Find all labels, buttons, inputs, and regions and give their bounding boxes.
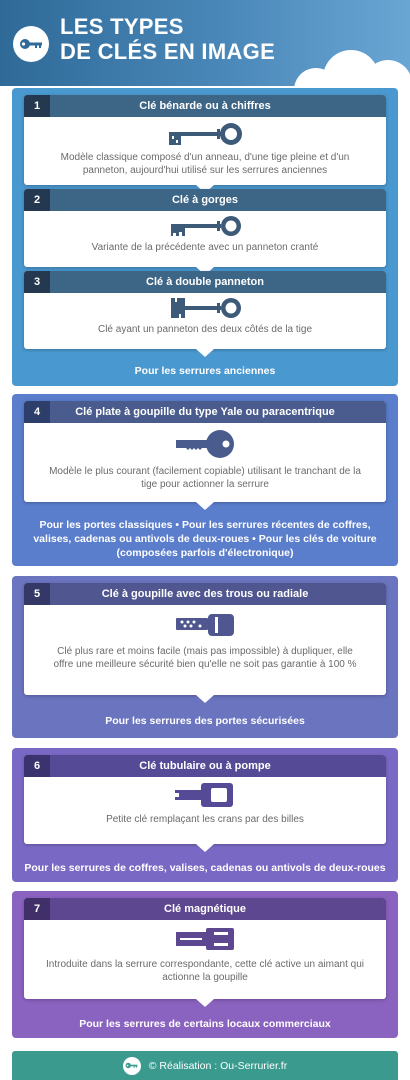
card-number: 4: [24, 401, 50, 423]
clouds-decoration: [276, 44, 410, 86]
card-number: 6: [24, 755, 50, 777]
card-number: 5: [24, 583, 50, 605]
card-number: 2: [24, 189, 50, 211]
footer: [12, 1051, 398, 1080]
footer-logo: [123, 1057, 141, 1075]
group-magnetic: [12, 891, 398, 1038]
card-header: [24, 95, 386, 117]
card-3: [24, 271, 386, 349]
card-2: [24, 189, 386, 267]
card-header: [24, 401, 386, 423]
card-header: [24, 898, 386, 920]
card-description: Variante de la précédente avec un panneton cranté: [91, 242, 319, 253]
group-tubular: [12, 748, 398, 882]
double-panneton-key-icon: [167, 296, 243, 320]
card-description: Clé ayant un panneton des deux côtés de la tige: [97, 324, 313, 335]
key-icon: [19, 38, 43, 50]
card-description: Introduite dans la serrure correspondante, cette clé active un aimant qui actionne la goupille: [46, 959, 364, 983]
card-title: Clé à gorges: [50, 189, 386, 211]
card-title: Clé plate à goupille du type Yale ou paracentrique: [50, 401, 386, 423]
tubular-key-icon: [173, 781, 237, 809]
benarde-key-icon: [165, 121, 245, 147]
card-title: Clé magnétique: [50, 898, 386, 920]
card-header: [24, 189, 386, 211]
key-icon: [125, 1062, 138, 1069]
card-number: 7: [24, 898, 50, 920]
card-5: [24, 583, 386, 695]
card-title: Clé bénarde ou à chiffres: [50, 95, 386, 117]
group-dimple: [12, 576, 398, 738]
group-note: Pour les serrures anciennes: [134, 365, 276, 377]
footer-credit[interactable]: © Réalisation : Ou-Serrurier.fr: [148, 1059, 288, 1072]
card-6: [24, 755, 386, 844]
group-note: Pour les serrures de coffres, valises, cadenas ou antivols de deux-roues: [24, 862, 386, 874]
title-line-2: DE CLÉS EN IMAGE: [60, 39, 276, 64]
group-old-locks: [12, 88, 398, 386]
group-note: Pour les portes classiques • Pour les serrures récentes de coffres, valises, cadenas ou antivols de deux-roues • Pour les clés de voiture (composées parfois d'électronique): [33, 519, 377, 559]
logo: [13, 26, 49, 62]
title-line-1: LES TYPES: [60, 14, 184, 39]
gorges-key-icon: [167, 214, 243, 238]
card-number: 1: [24, 95, 50, 117]
card-1: [24, 95, 386, 185]
group-note: Pour les serrures de certains locaux commerciaux: [79, 1018, 331, 1030]
card-header: [24, 583, 386, 605]
card-title: Clé à double panneton: [50, 271, 386, 293]
page-title: [60, 14, 275, 64]
card-description: Clé plus rare et moins facile (mais pas impossible) à dupliquer, elle offre une meilleure sécurité bien qu'elle ne soit pas garantie à 100 %: [53, 646, 357, 670]
group-yale: [12, 394, 398, 566]
card-7: [24, 898, 386, 999]
group-note: Pour les serrures des portes sécurisées: [105, 715, 305, 727]
dimple-key-icon: [174, 612, 236, 638]
card-header: [24, 271, 386, 293]
yale-key-icon: [172, 429, 238, 459]
card-description: Petite clé remplaçant les crans par des billes: [106, 814, 304, 825]
magnetic-key-icon: [174, 926, 236, 952]
card-title: Clé tubulaire ou à pompe: [50, 755, 386, 777]
header: [0, 0, 410, 86]
card-description: Modèle classique composé d'un anneau, d'une tige pleine et d'un panneton, aujourd'hui utilisé sur les serrures anciennes: [60, 152, 350, 176]
card-4: [24, 401, 386, 502]
card-header: [24, 755, 386, 777]
card-title: Clé à goupille avec des trous ou radiale: [50, 583, 386, 605]
card-description: Modèle le plus courant (facilement copiable) utilisant le tranchant de la tige pour actionner la serrure: [49, 466, 361, 490]
card-number: 3: [24, 271, 50, 293]
